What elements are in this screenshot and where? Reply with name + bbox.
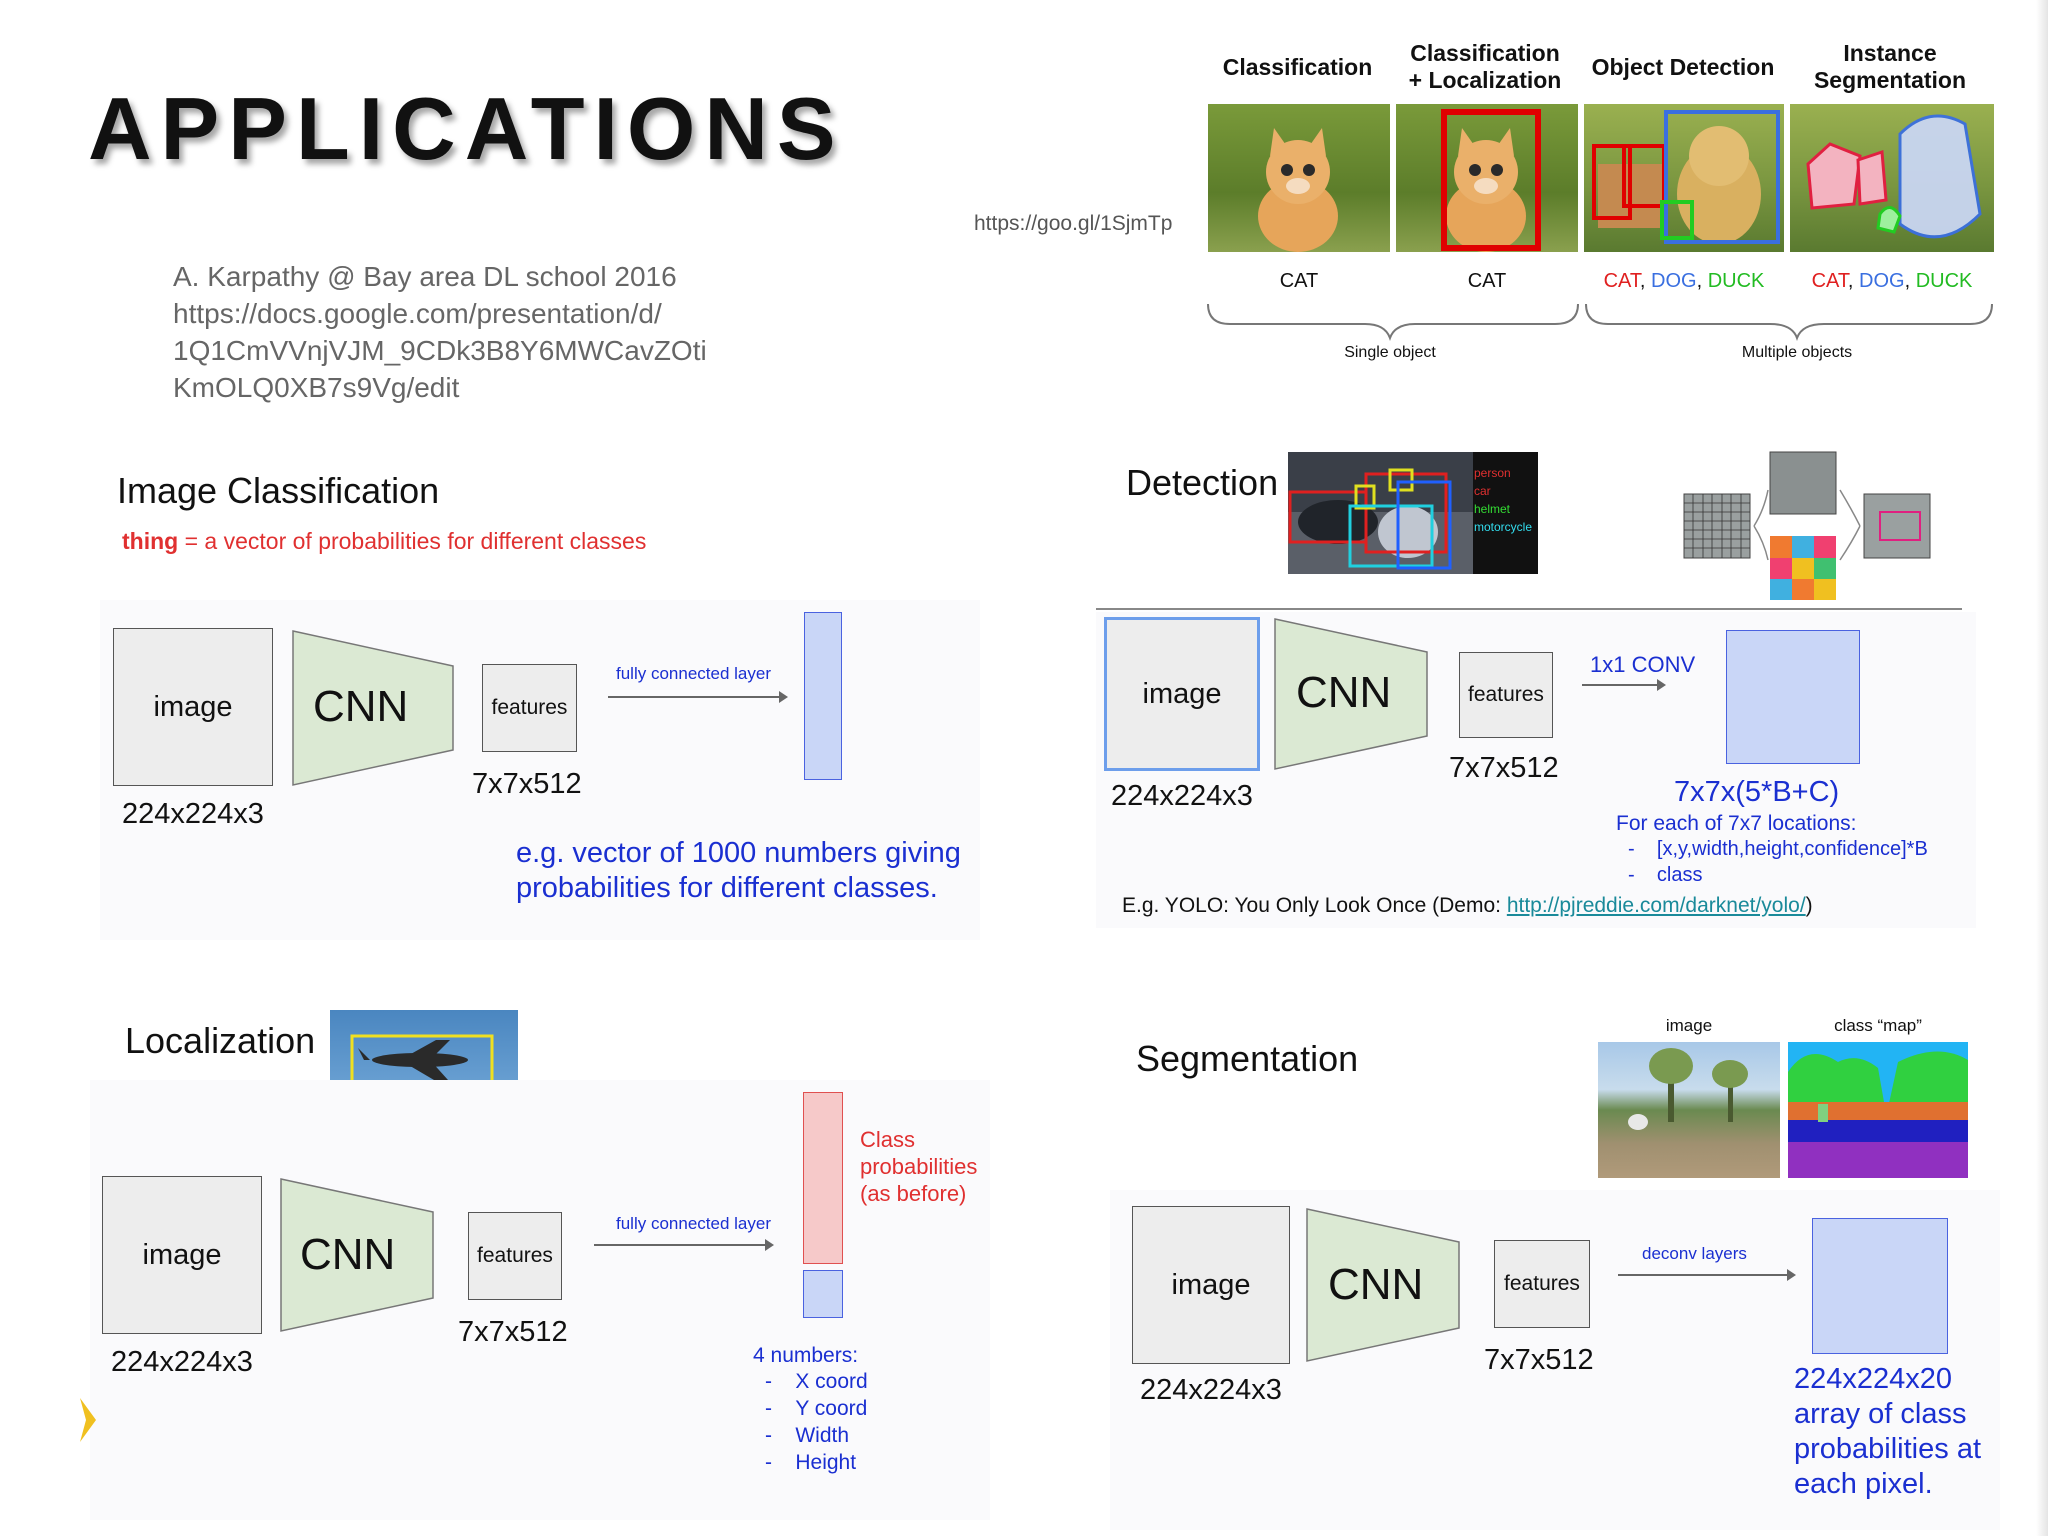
caption-cat: CAT xyxy=(1811,270,1848,292)
features-dim: 7x7x512 xyxy=(458,1316,568,1348)
yolo-link[interactable]: http://pjreddie.com/darknet/yolo/ xyxy=(1506,894,1806,917)
cat-icon xyxy=(1208,104,1390,252)
caption-cat: CAT xyxy=(1603,270,1640,292)
item-text: class xyxy=(1656,864,1703,886)
number-item-1: - X coord xyxy=(765,1370,868,1393)
header-classification: Classification xyxy=(1222,54,1373,80)
caption-dog: DOG xyxy=(1859,270,1905,292)
output-dim: 7x7x(5*B+C) xyxy=(1674,776,1840,808)
conv-arrow xyxy=(1582,684,1664,686)
classification-title: Image Classification xyxy=(117,470,440,511)
tag-person: person xyxy=(1474,466,1511,480)
class-prob-note: Class probabilities (as before) xyxy=(860,1127,978,1206)
yolo-line xyxy=(1122,894,1813,918)
features-dim: 7x7x512 xyxy=(1449,752,1559,784)
output-vector xyxy=(804,612,842,780)
deconv-label: deconv layers xyxy=(1642,1244,1747,1263)
features-box: features xyxy=(482,664,577,752)
cat-image-1 xyxy=(1208,104,1390,252)
caption-sep: , xyxy=(1696,270,1708,292)
fc-label: fully connected layer xyxy=(616,664,771,683)
caption-duck: DUCK xyxy=(1707,270,1765,292)
classification-diagram xyxy=(100,600,980,940)
caption-sep: , xyxy=(1847,270,1860,292)
detection-photo xyxy=(1288,452,1538,574)
item-text: Width xyxy=(795,1424,850,1447)
short-url[interactable]: https://goo.gl/1SjmTp xyxy=(974,212,1173,235)
cnn-label: CNN xyxy=(313,682,409,731)
caption-cat-2: CAT xyxy=(1467,270,1507,292)
group-single: Single object xyxy=(1344,344,1436,361)
group-multiple: Multiple objects xyxy=(1741,344,1853,361)
field-scene-icon xyxy=(1598,1042,1780,1178)
output-volume xyxy=(1726,630,1860,764)
tag-helmet: helmet xyxy=(1474,502,1511,516)
input-dim: 224x224x3 xyxy=(1111,780,1253,812)
input-dim: 224x224x3 xyxy=(122,798,264,830)
class-map-icon xyxy=(1788,1042,1968,1178)
header-object-detection: Object Detection xyxy=(1591,54,1775,80)
fc-arrow xyxy=(594,1244,772,1246)
number-item-4: - Height xyxy=(765,1451,857,1474)
caption-sep: , xyxy=(1639,270,1652,292)
credit-text: A. Karpathy @ Bay area DL school 2016 https://docs.google.com/presentation/d/ 1Q1CmVVnjVJM_9CDk3B8Y6MWCavZOti KmOLQ0XB7s9Vg/edit xyxy=(173,261,707,403)
fc-arrow xyxy=(608,696,786,698)
caption-dog: DOG xyxy=(1651,270,1697,292)
slide-edge-shadow xyxy=(2036,0,2048,1536)
detection-item-1: - [x,y,width,height,confidence]*B xyxy=(1628,838,1928,860)
features-box: features xyxy=(468,1212,562,1300)
item-text: [x,y,width,height,confidence]*B xyxy=(1656,838,1928,860)
caption-duck: DUCK xyxy=(1915,270,1973,292)
classification-note: e.g. vector of 1000 numbers giving probabilities for different classes. xyxy=(516,837,961,904)
yolo-prefix: E.g. YOLO: You Only Look Once (Demo: xyxy=(1122,894,1507,917)
segmentation-diagram xyxy=(1110,1190,2000,1530)
seg-photo xyxy=(1598,1042,1780,1178)
slide-title: APPLICATIONS xyxy=(88,79,845,178)
image-box: image xyxy=(1104,617,1260,771)
cnn-label: CNN xyxy=(1328,1260,1424,1309)
detection-title: Detection xyxy=(1126,462,1279,503)
header-class-loc: Classification + Localization xyxy=(1408,40,1562,93)
class-prob-vector xyxy=(803,1092,843,1264)
detection-divider xyxy=(1096,608,1962,610)
instance-masks-icon xyxy=(1790,104,1994,252)
image-box: image xyxy=(113,628,273,786)
input-dim: 224x224x3 xyxy=(111,1346,253,1378)
number-item-3: - Width xyxy=(765,1424,850,1447)
tag-car: car xyxy=(1474,484,1491,498)
classification-subtitle xyxy=(122,528,646,555)
image-box: image xyxy=(102,1176,262,1334)
item-text: Height xyxy=(795,1451,857,1474)
caption-cat-1: CAT xyxy=(1279,270,1319,292)
box-coords-vector xyxy=(803,1270,843,1318)
cat-bbox-icon xyxy=(1396,104,1578,252)
detection-item-2: - class xyxy=(1628,864,1703,886)
fc-label: fully connected layer xyxy=(616,1214,771,1233)
features-dim: 7x7x512 xyxy=(1484,1344,1594,1376)
yolo-grid-diagram xyxy=(1680,450,1940,602)
detection-diagram xyxy=(1096,612,1976,928)
header-instance-seg: Instance Segmentation xyxy=(1813,40,1967,93)
image-box: image xyxy=(1132,1206,1290,1364)
dog-cat-duck-boxes-icon xyxy=(1584,104,1784,252)
segmentation-note: 224x224x20 array of class probabilities at each pixel. xyxy=(1794,1363,1981,1500)
seg-map-caption: class “map” xyxy=(1834,1016,1922,1035)
tag-motorcycle: motorcycle xyxy=(1474,520,1533,534)
subtitle-bold: thing xyxy=(122,528,179,554)
segmentation-title: Segmentation xyxy=(1136,1038,1359,1079)
instance-seg-image xyxy=(1790,104,1994,252)
cnn-label: CNN xyxy=(1296,668,1392,717)
caption-sep: , xyxy=(1904,270,1916,292)
caption-multi-2 xyxy=(1792,270,1992,293)
seg-output-volume xyxy=(1812,1218,1948,1354)
yolo-suffix: ) xyxy=(1805,894,1813,917)
for-each-label: For each of 7x7 locations: xyxy=(1616,812,1857,835)
item-text: Y coord xyxy=(795,1397,868,1420)
features-box: features xyxy=(1459,652,1553,738)
features-box: features xyxy=(1494,1240,1590,1328)
numbers-head: 4 numbers: xyxy=(753,1344,859,1367)
localization-diagram xyxy=(90,1080,990,1520)
item-text: X coord xyxy=(795,1370,868,1393)
subtitle-rest: = a vector of probabilities for different classes xyxy=(178,528,647,554)
deconv-arrow xyxy=(1618,1274,1794,1276)
number-item-2: - Y coord xyxy=(765,1397,868,1420)
input-dim: 224x224x3 xyxy=(1140,1374,1282,1406)
chevron-right-icon xyxy=(76,1396,100,1444)
features-dim: 7x7x512 xyxy=(472,768,582,800)
seg-image-caption: image xyxy=(1665,1016,1713,1035)
overview-strip xyxy=(1200,36,2000,376)
caption-multi-1 xyxy=(1584,270,1784,293)
seg-class-map xyxy=(1788,1042,1968,1178)
conv-label: 1x1 CONV xyxy=(1590,652,1696,677)
detection-image xyxy=(1584,104,1784,252)
cnn-label: CNN xyxy=(300,1230,396,1279)
cat-image-2 xyxy=(1396,104,1578,252)
localization-title: Localization xyxy=(125,1020,316,1061)
